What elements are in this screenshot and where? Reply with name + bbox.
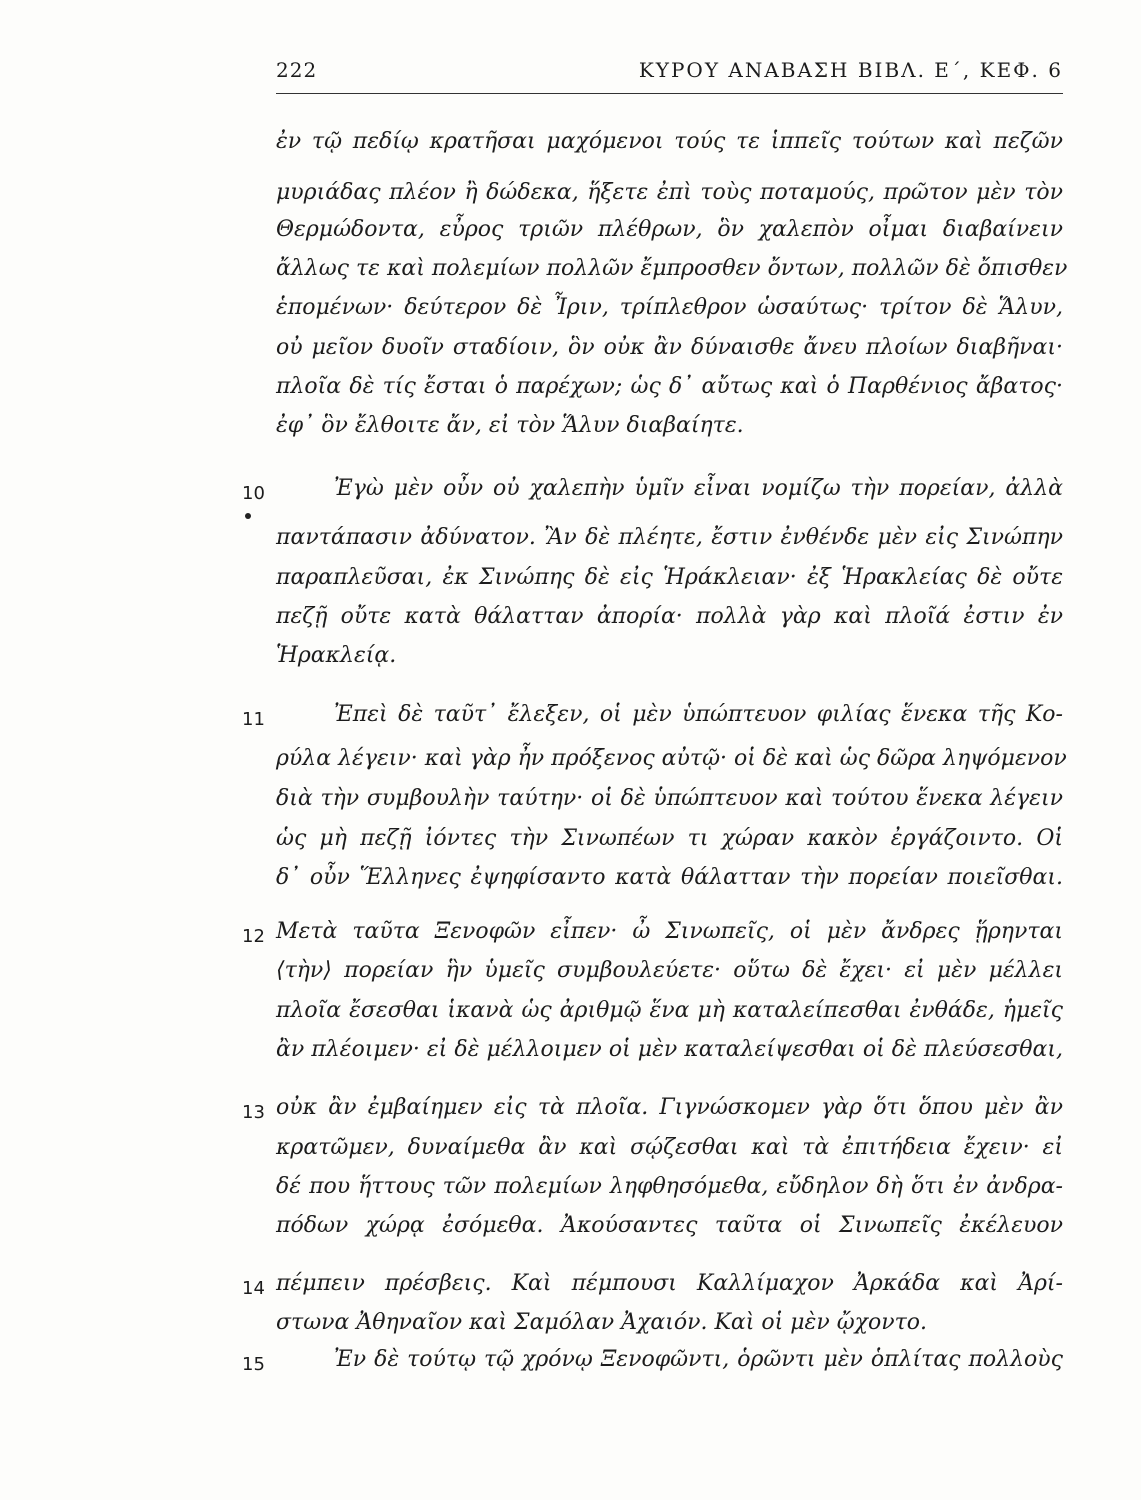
- text-line: διὰ τὴν συμβουλὴν ταύτην· οἱ δὲ ὑπώπτευον καὶ τούτου ἕνεκα λέγειν: [276, 786, 1063, 811]
- text-line: ἂν πλέοιμεν· εἰ δὲ μέλλοιμεν οἱ μὲν καταλείψεσθαι οἱ δὲ πλεύσεσθαι,: [276, 1037, 1063, 1062]
- text-line: ἄλλως τε καὶ πολεμίων πολλῶν ἔμπροσθεν ὄντων, πολλῶν δὲ ὄπισθεν: [276, 256, 1068, 281]
- section-number: 11: [242, 709, 265, 730]
- text-line: Ἐγὼ μὲν οὖν οὐ χαλεπὴν ὑμῖν εἶναι νομίζω τὴν πορείαν, ἀλλὰ: [334, 476, 1063, 501]
- text-line: στωνα Ἀθηναῖον καὶ Σαμόλαν Ἀχαιόν. Καὶ οἱ μὲν ᾤχοντο.: [276, 1310, 928, 1335]
- text-line: Θερμώδοντα, εὖρος τριῶν πλέθρων, ὃν χαλεπὸν οἶμαι διαβαίνειν: [276, 217, 1063, 242]
- text-line: ὡς μὴ πεζῇ ἰόντες τὴν Σινωπέων τι χώραν κακὸν ἐργάζοιντο. Οἱ: [276, 826, 1063, 851]
- text-line: ἑπομένων· δεύτερον δὲ Ἶριν, τρίπλεθρον ὡσαύτως· τρίτον δὲ Ἅλυν,: [276, 295, 1063, 320]
- text-line: Ἡρακλείᾳ.: [276, 643, 397, 668]
- text-line: παντάπασιν ἀδύνατον. Ἂν δὲ πλέητε, ἔστιν ἐνθένδε μὲν εἰς Σινώπην: [276, 525, 1063, 550]
- text-line: οὐκ ἂν ἐμβαίημεν εἰς τὰ πλοῖα. Γιγνώσκομεν γὰρ ὅτι ὅπου μὲν ἂν: [276, 1095, 1063, 1120]
- text-line: Μετὰ ταῦτα Ξενοφῶν εἶπεν· ὦ Σινωπεῖς, οἱ μὲν ἄνδρες ᾕρηνται: [276, 919, 1063, 944]
- section-number: 14: [242, 1278, 265, 1299]
- text-line: ⟨τὴν⟩ πορείαν ἣν ὑμεῖς συμβουλεύετε· οὕτω δὲ ἔχει· εἰ μὲν μέλλει: [276, 958, 1063, 983]
- page-header: [276, 58, 1063, 90]
- text-line: κρατῶμεν, δυναίμεθα ἂν καὶ σῴζεσθαι καὶ τὰ ἐπιτήδεια ἔχειν· εἰ: [276, 1135, 1063, 1160]
- text-line: οὐ μεῖον δυοῖν σταδίοιν, ὃν οὐκ ἂν δύναισθε ἄνευ πλοίων διαβῆναι·: [276, 335, 1063, 360]
- text-line: πλοῖα ἔσεσθαι ἱκανὰ ὡς ἀριθμῷ ἕνα μὴ καταλείπεσθαι ἐνθάδε, ἡμεῖς: [276, 998, 1063, 1023]
- running-title: ΚΥΡΟΥ ΑΝΑΒΑΣΗ ΒΙΒΛ. Ε΄, ΚΕΦ. 6: [638, 58, 1063, 82]
- text-line: πεζῇ οὔτε κατὰ θάλατταν ἀπορία· πολλὰ γὰρ καὶ πλοῖά ἐστιν ἐν: [276, 604, 1063, 629]
- text-line: Ἐν δὲ τούτῳ τῷ χρόνῳ Ξενοφῶντι, ὁρῶντι μὲν ὁπλίτας πολλοὺς: [334, 1347, 1063, 1372]
- section-number: 10: [242, 483, 265, 504]
- text-line: δέ που ἥττους τῶν πολεμίων ληφθησόμεθα, εὔδηλον δὴ ὅτι ἐν ἀνδρα-: [276, 1174, 1063, 1199]
- header-rule: [276, 93, 1063, 94]
- section-number: 15: [242, 1354, 265, 1375]
- margin-dot: [245, 513, 251, 519]
- section-number: 12: [242, 926, 265, 947]
- text-line: Ἐπεὶ δὲ ταῦτ᾽ ἔλεξεν, οἱ μὲν ὑπώπτευον φιλίας ἕνεκα τῆς Κο-: [334, 702, 1063, 727]
- page-number: 222: [276, 58, 318, 82]
- text-line: πέμπειν πρέσβεις. Καὶ πέμπουσι Καλλίμαχον Ἀρκάδα καὶ Ἀρί-: [276, 1271, 1063, 1296]
- text-line: πλοῖα δὲ τίς ἔσται ὁ παρέχων; ὡς δ᾽ αὔτως καὶ ὁ Παρθένιος ἄβατος·: [276, 374, 1063, 399]
- text-line: πόδων χώρᾳ ἐσόμεθα. Ἀκούσαντες ταῦτα οἱ Σινωπεῖς ἐκέλευον: [276, 1213, 1063, 1238]
- text-line: μυριάδας πλέον ἢ δώδεκα, ἥξετε ἐπὶ τοὺς ποταμούς, πρῶτον μὲν τὸν: [276, 180, 1063, 205]
- text-line: ἐν τῷ πεδίῳ κρατῆσαι μαχόμενοι τούς τε ἱππεῖς τούτων καὶ πεζῶν: [276, 129, 1063, 154]
- text-line: ρύλα λέγειν· καὶ γὰρ ἦν πρόξενος αὐτῷ· οἱ δὲ καὶ ὡς δῶρα ληψόμενον: [276, 746, 1067, 771]
- section-number: 13: [242, 1102, 265, 1123]
- text-line: παραπλεῦσαι, ἐκ Σινώπης δὲ εἰς Ἡράκλειαν· ἐξ Ἡρακλείας δὲ οὔτε: [276, 565, 1063, 590]
- text-line: δ᾽ οὖν Ἕλληνες ἐψηφίσαντο κατὰ θάλατταν τὴν πορείαν ποιεῖσθαι.: [276, 865, 1063, 890]
- text-line: ἐφ᾽ ὃν ἔλθοιτε ἄν, εἰ τὸν Ἅλυν διαβαίητε.: [276, 413, 744, 438]
